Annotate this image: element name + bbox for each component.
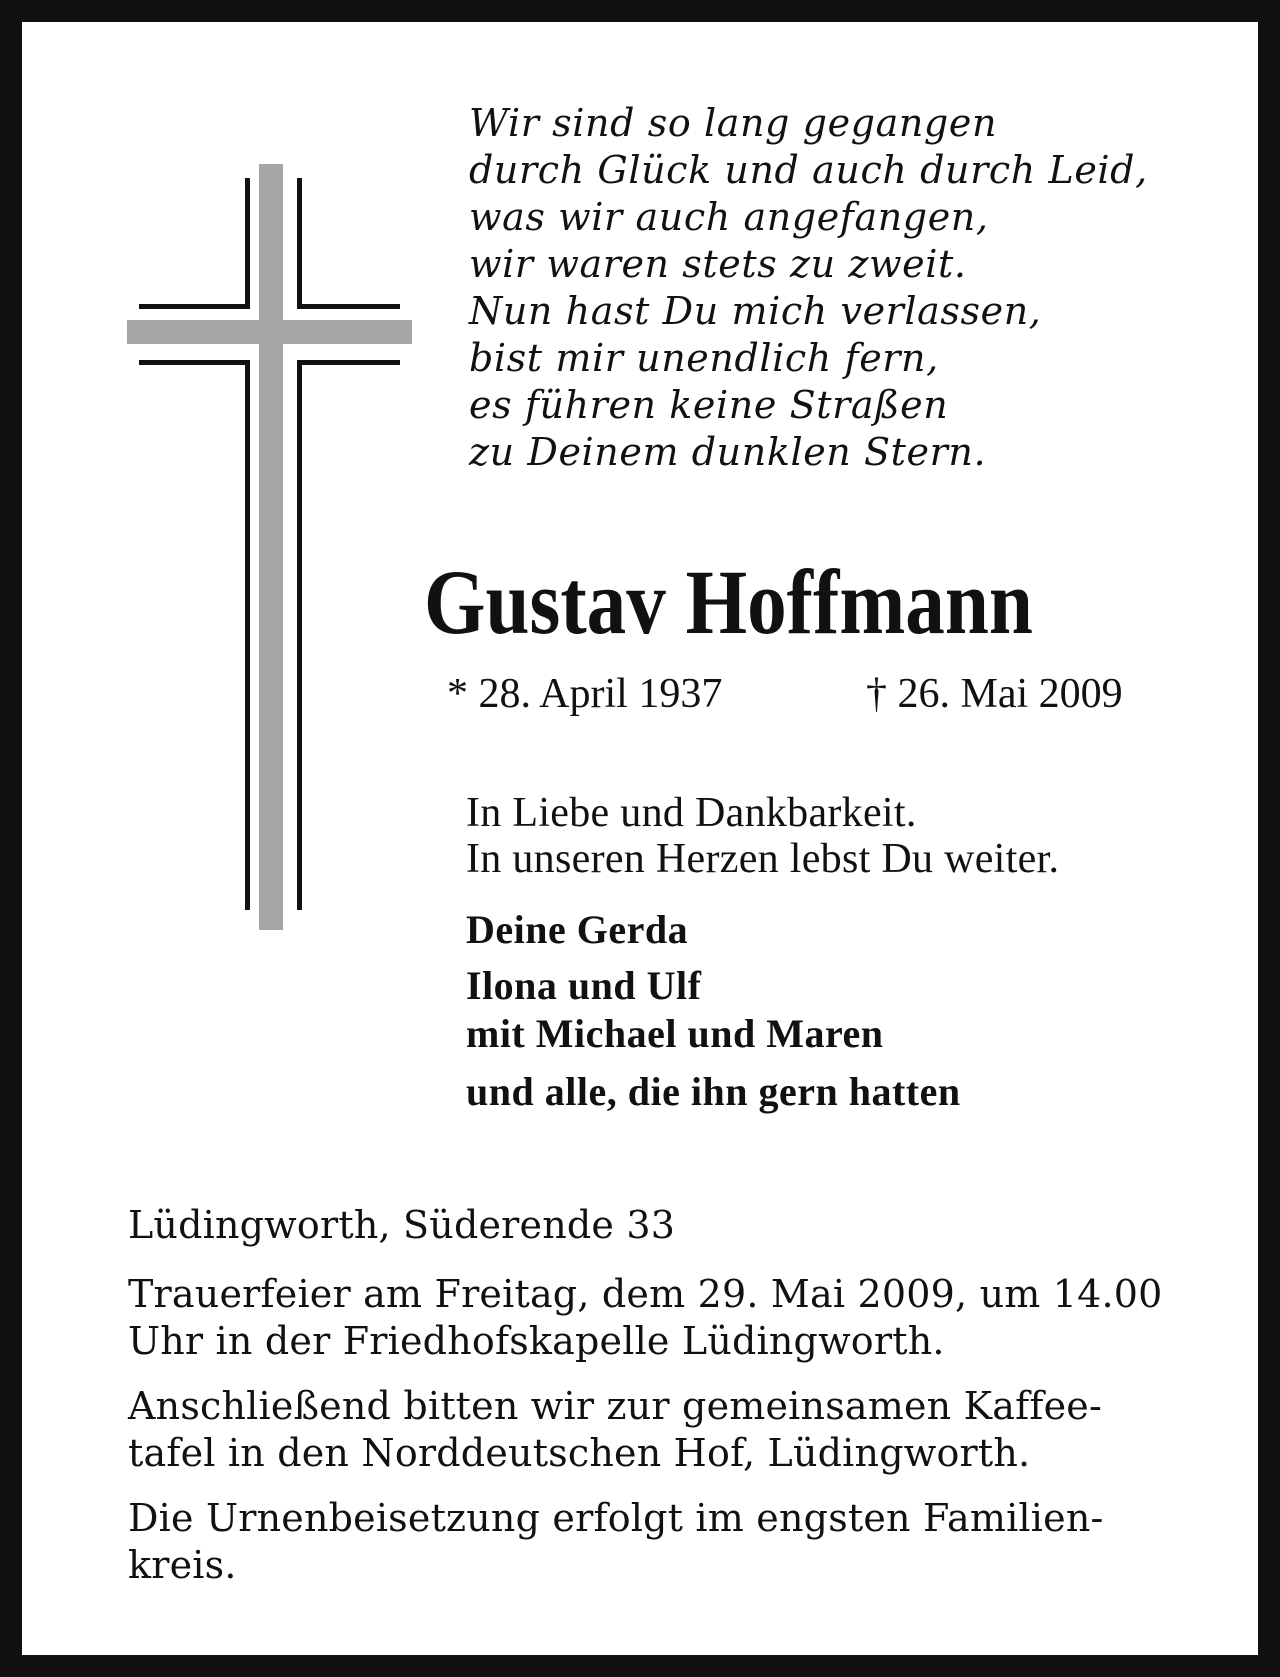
poem-line: es führen keine Straßen [469, 383, 949, 427]
burial-line: kreis. [128, 1543, 237, 1587]
poem-line: was wir auch angefangen, [469, 195, 989, 239]
poem-line: wir waren stets zu zweit. [469, 242, 967, 286]
death-date: † 26. Mai 2009 [866, 671, 1123, 717]
poem-line: Wir sind so lang gegangen [469, 101, 998, 145]
burial-info [128, 1495, 1218, 1589]
tribute-text [466, 790, 1059, 882]
service-line: Trauerfeier am Freitag, dem 29. Mai 2009, um 14.00 [128, 1272, 1163, 1316]
poem-line: Nun hast Du mich verlassen, [469, 289, 1042, 333]
deceased-name: Gustav Hoffmann [424, 551, 1033, 653]
service-line: Uhr in der Friedhofskapelle Lüdingworth. [128, 1319, 945, 1363]
cross-icon [127, 160, 412, 930]
reception-line: Anschließend bitten wir zur gemeinsamen Kaffee- [128, 1384, 1103, 1428]
poem-line: durch Glück und auch durch Leid, [469, 148, 1148, 192]
life-dates [447, 669, 1123, 719]
birth-date: * 28. April 1937 [447, 671, 723, 717]
mourner-line: und alle, die ihn gern hatten [466, 1069, 961, 1114]
tribute-line: In unseren Herzen lebst Du weiter. [466, 836, 1060, 882]
mourner-line: Ilona und Ulf [466, 963, 702, 1008]
service-info [128, 1271, 1218, 1365]
memorial-poem [469, 100, 1229, 476]
mourner-line: mit Michael und Maren [466, 1011, 884, 1056]
mourner-line: Deine Gerda [466, 907, 689, 952]
tribute-line: In Liebe und Dankbarkeit. [466, 790, 917, 836]
reception-line: tafel in den Norddeutschen Hof, Lüdingworth. [128, 1431, 1031, 1475]
reception-info [128, 1383, 1218, 1477]
poem-line: bist mir unendlich fern, [469, 336, 939, 380]
funeral-details [128, 1202, 1218, 1589]
address: Lüdingworth, Süderende 33 [128, 1203, 676, 1247]
burial-line: Die Urnenbeisetzung erfolgt im engsten Familien- [128, 1496, 1104, 1540]
poem-line: zu Deinem dunklen Stern. [469, 430, 987, 474]
